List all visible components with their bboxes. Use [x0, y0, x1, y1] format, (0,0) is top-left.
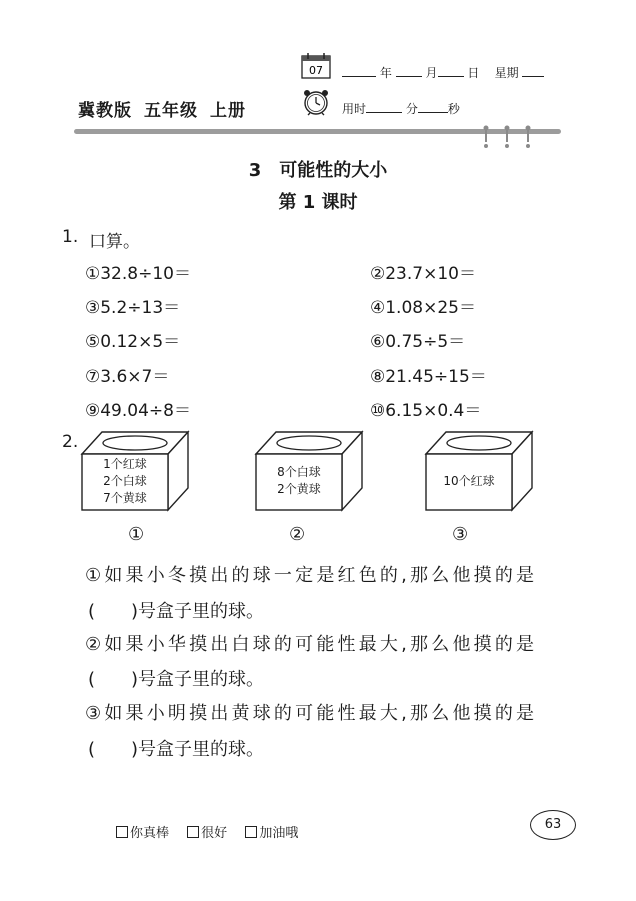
calc-item-7: ⑦3.6×7＝	[85, 367, 170, 387]
calc-item-8: ⑧21.45÷15＝	[370, 367, 487, 387]
decorative-dots-icon	[480, 124, 536, 154]
lesson-title: 3 可能性的大小	[248, 160, 388, 181]
box-3-contents: 10个红球	[443, 474, 495, 488]
checkbox-icon[interactable]	[187, 826, 199, 838]
question-2-2-answer-blank[interactable]: ( )号盒子里的球。	[88, 669, 265, 690]
box-1-label: ①	[128, 524, 145, 545]
calc-item-9: ⑨49.04÷8＝	[85, 401, 191, 421]
question-2-3-answer-blank[interactable]: ( )号盒子里的球。	[88, 739, 265, 760]
calc-item-5: ⑤0.12×5＝	[85, 332, 181, 352]
time-used-line: 用时 分 秒	[342, 102, 460, 116]
box-1-contents: 1个红球 2个白球 7个黄球	[103, 457, 147, 505]
lesson-subtitle: 第 1 课时	[278, 192, 358, 213]
question-2-1-text: ①如果小冬摸出的球一定是红色的,那么他摸的是	[85, 565, 538, 586]
calc-item-2: ②23.7×10＝	[370, 264, 476, 284]
clock-icon	[301, 88, 331, 116]
self-evaluation	[116, 822, 312, 841]
calendar-number: 07	[309, 64, 323, 77]
question-2-2-text: ②如果小华摸出白球的可能性最大,那么他摸的是	[85, 634, 538, 655]
date-line: 年 月 日 星期	[342, 64, 544, 81]
checkbox-icon[interactable]	[245, 826, 257, 838]
question-2-3-text: ③如果小明摸出黄球的可能性最大,那么他摸的是	[85, 703, 538, 724]
option-keep-going[interactable]: 加油哦	[245, 826, 298, 841]
question-1-number: 1.	[62, 227, 79, 247]
option-great[interactable]: 你真棒	[116, 826, 169, 841]
box-3-label: ③	[452, 524, 469, 545]
calc-item-4: ④1.08×25＝	[370, 298, 476, 318]
question-2-1-answer-blank[interactable]: ( )号盒子里的球。	[88, 601, 265, 622]
checkbox-icon[interactable]	[116, 826, 128, 838]
option-good[interactable]: 很好	[187, 826, 227, 841]
calendar-icon	[301, 53, 331, 79]
box-2-contents: 8个白球 2个黄球	[277, 465, 321, 496]
publisher-info: 冀教版 五年级 上册	[78, 101, 246, 121]
calc-item-3: ③5.2÷13＝	[85, 298, 181, 318]
calc-item-6: ⑥0.75÷5＝	[370, 332, 466, 352]
box-2-label: ②	[289, 524, 306, 545]
question-1-prompt: 口算。	[89, 232, 140, 252]
page-number: 63	[530, 810, 576, 840]
calc-item-1: ①32.8÷10＝	[85, 264, 191, 284]
calc-item-10: ⑩6.15×0.4＝	[370, 401, 482, 421]
question-2-number: 2.	[62, 432, 79, 452]
